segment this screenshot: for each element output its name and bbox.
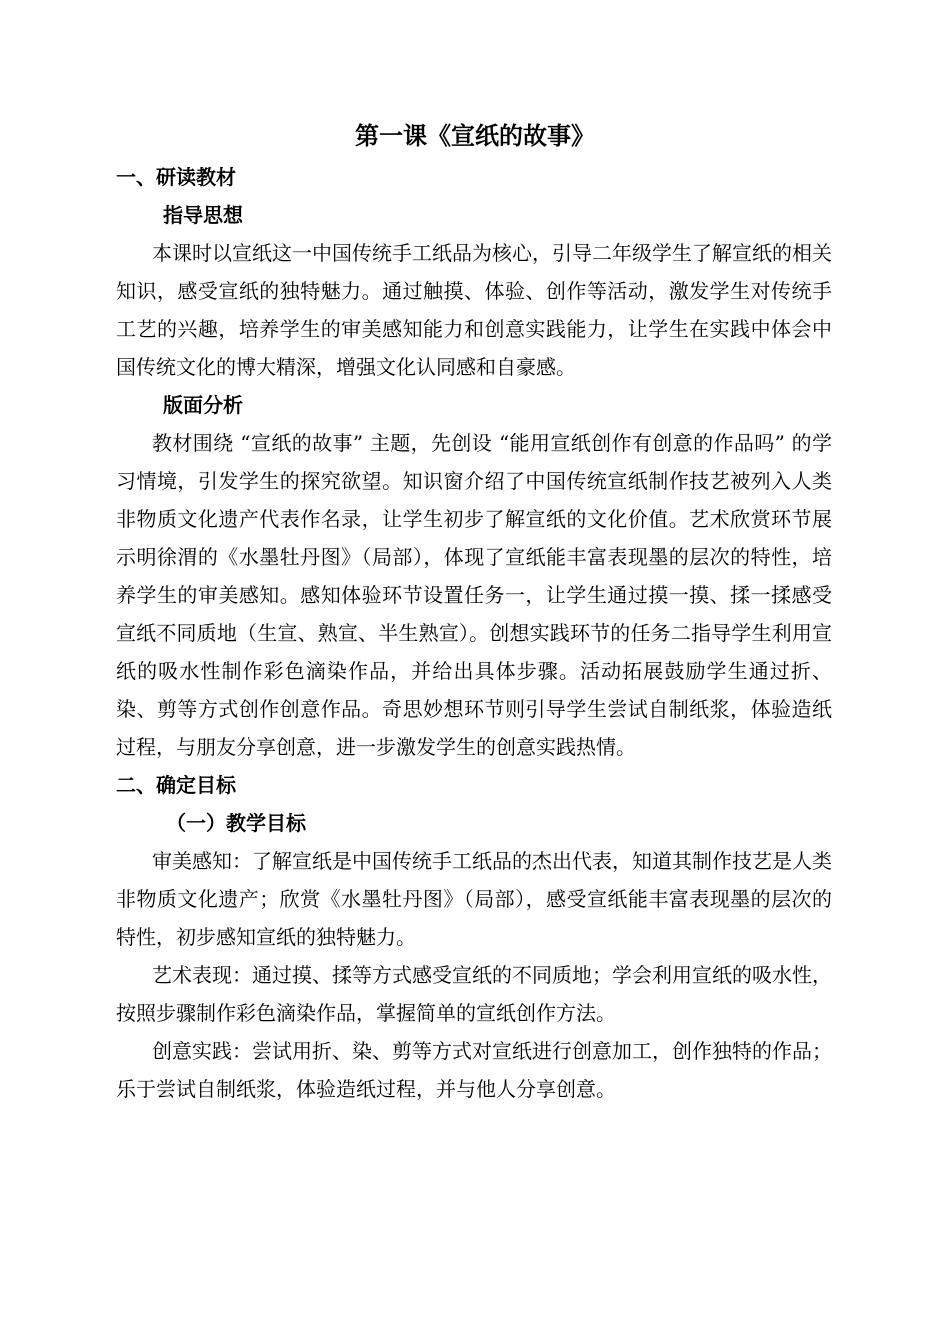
section-heading-set-goals: 二、确定目标	[116, 773, 236, 797]
paragraph-artistic-expression: 艺术表现：通过摸、揉等方式感受宣纸的不同质地；学会利用宣纸的吸水性，按照步骤制作彩色滴染作品，掌握简单的宣纸创作方法。	[116, 963, 832, 1025]
paragraph-aesthetic-perception: 审美感知：了解宣纸是中国传统手工纸品的杰出代表，知道其制作技艺是人类非物质文化遗产；欣赏《水墨牡丹图》（局部），感受宣纸能丰富表现墨的层次的特性，初步感知宣纸的独特魅力。	[116, 849, 832, 949]
page-title: 第一课《宣纸的故事》	[355, 121, 595, 150]
subheading-layout-analysis: 版面分析	[163, 393, 243, 417]
paragraph-guiding-ideology: 本课时以宣纸这一中国传统手工纸品为核心，引导二年级学生了解宣纸的相关知识，感受宣纸的独特魅力。通过触摸、体验、创作等活动，激发学生对传统手工艺的兴趣，培养学生的审美感知能力和创意实践能力，让学生在实践中体会中国传统文化的博大精深，增强文化认同感和自豪感。	[116, 241, 832, 379]
subheading-teaching-goals: （一）教学目标	[166, 811, 306, 835]
subheading-guiding-ideology: 指导思想	[163, 203, 243, 227]
document-body	[116, 158, 832, 1108]
section-heading-study-materials: 一、研读教材	[116, 165, 236, 189]
paragraph-creative-practice: 创意实践：尝试用折、染、剪等方式对宣纸进行创意加工，创作独特的作品；乐于尝试自制纸浆，体验造纸过程，并与他人分享创意。	[116, 1039, 832, 1101]
paragraph-layout-analysis: 教材围绕 “宣纸的故事” 主题，先创设 “能用宣纸创作有创意的作品吗” 的学习情境，引发学生的探究欲望。知识窗介绍了中国传统宣纸制作技艺被列入人类非物质文化遗产代表作名录，让学生初步了解宣纸的文化价值。艺术欣赏环节展示明徐渭的《水墨牡丹图》（局部），体现了宣纸能丰富表现墨的层次的特性，培养学生的审美感知。感知体验环节设置任务一，让学生通过摸一摸、揉一揉感受宣纸不同质地（生宣、熟宣、半生熟宣）。创想实践环节的任务二指导学生利用宣纸的吸水性制作彩色滴染作品，并给出具体步骤。活动拓展鼓励学生通过折、染、剪等方式创作创意作品。奇思妙想环节则引导学生尝试自制纸浆，体验造纸过程，与朋友分享创意，进一步激发学生的创意实践热情。	[116, 431, 832, 759]
